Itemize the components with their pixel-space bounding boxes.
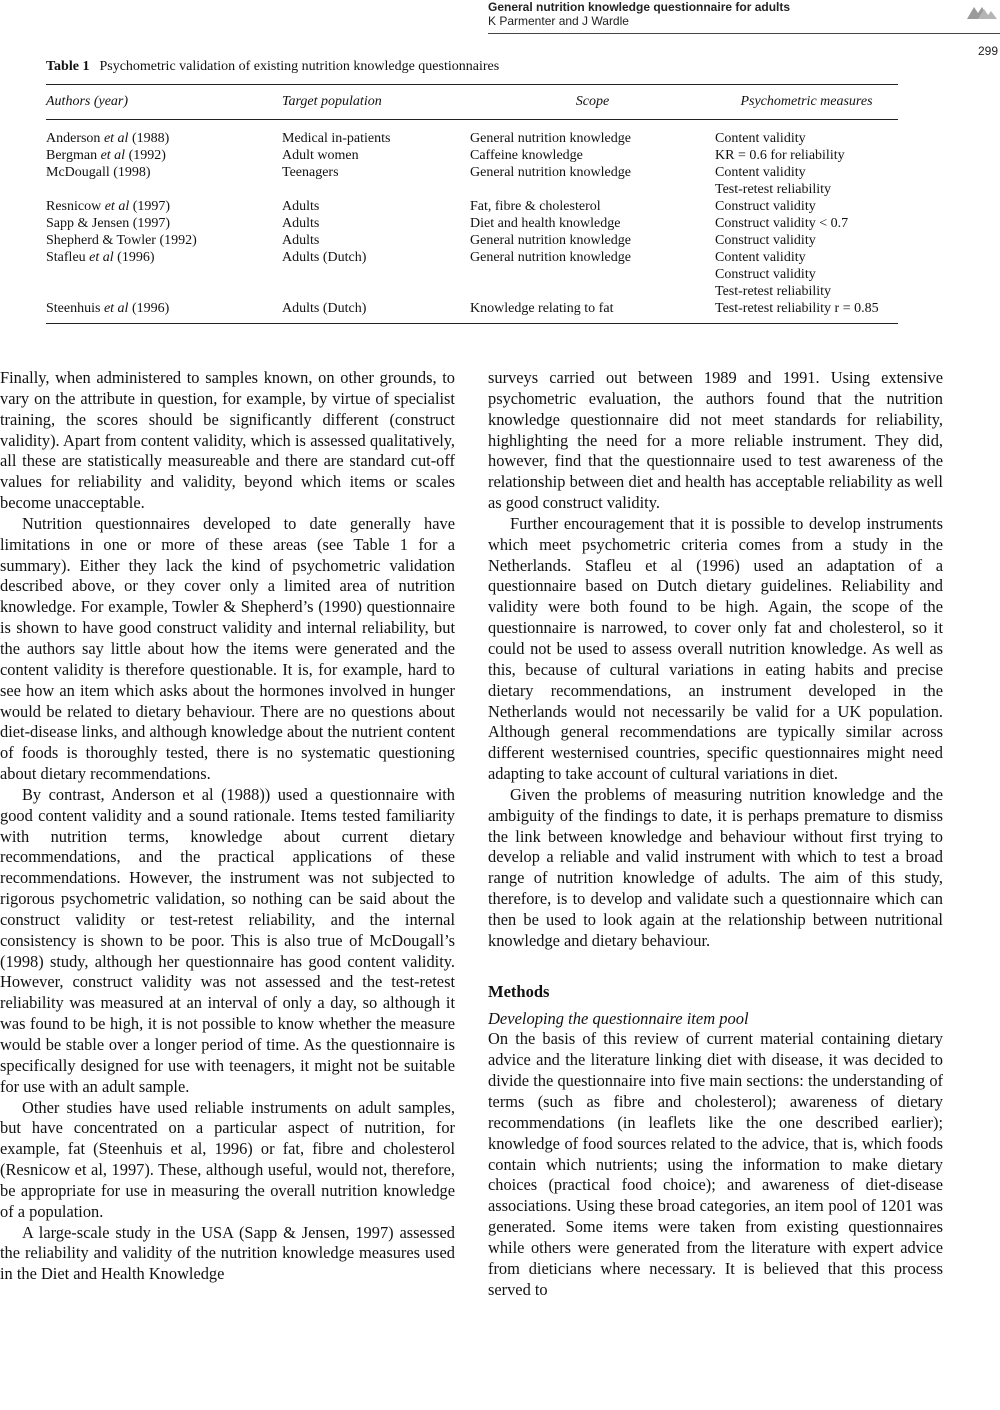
measure-item: Test-retest reliability r = 0.85 bbox=[715, 301, 879, 316]
cell-measures bbox=[715, 249, 898, 300]
cell-population: Medical in-patients bbox=[282, 131, 391, 146]
cell-measures bbox=[715, 215, 898, 232]
table-row bbox=[46, 300, 898, 324]
running-head-title: General nutrition knowledge questionnaire for adults bbox=[488, 0, 791, 14]
cell-scope: Caffeine knowledge bbox=[470, 148, 583, 163]
measure-item: Content validity bbox=[715, 250, 806, 265]
column-header: Psychometric measures bbox=[715, 85, 898, 120]
cell-measures bbox=[715, 300, 898, 324]
cell-scope: Fat, fibre & cholesterol bbox=[470, 199, 601, 214]
cell-measures bbox=[715, 198, 898, 215]
cell-measures bbox=[715, 120, 898, 148]
paragraph: A large-scale study in the USA (Sapp & Jensen, 1997) assessed the reliability and validity of the nutrition knowledge measures used in the Diet and Health Knowledge bbox=[0, 1222, 455, 1284]
measure-item: Construct validity < 0.7 bbox=[715, 216, 849, 231]
cell-population: Adults (Dutch) bbox=[282, 300, 470, 324]
measure-item: Construct validity bbox=[715, 267, 816, 282]
table-1 bbox=[46, 58, 898, 324]
cell-author: Bergman et al (1992) bbox=[46, 148, 166, 163]
validation-table bbox=[46, 84, 898, 324]
cell-scope: Knowledge relating to fat bbox=[470, 300, 715, 324]
column-header: Authors (year) bbox=[46, 85, 282, 120]
table-row bbox=[46, 232, 898, 249]
table-header-row bbox=[46, 85, 898, 120]
cell-measures bbox=[715, 164, 898, 198]
measure-item: Construct validity bbox=[715, 199, 816, 214]
section-heading: Methods bbox=[488, 981, 550, 1001]
paragraph: Given the problems of measuring nutrition knowledge and the ambiguity of the findings to date, it is perhaps premature to dismiss the link between knowledge and behaviour without first trying to develop a reliable and valid instrument with which to test a broad range of nutrition knowledge of adults. The aim of this study, therefore, is to develop and validate such a questionnaire which can then be used to look again at the relationship between nutritional knowledge and dietary behaviour. bbox=[488, 784, 943, 950]
measure-item: Content validity bbox=[715, 165, 806, 180]
cell-population: Adults bbox=[282, 233, 320, 248]
page-number: 299 bbox=[977, 44, 998, 58]
column-header: Target population bbox=[282, 85, 470, 120]
table-caption bbox=[46, 58, 898, 76]
cell-population: Adults bbox=[282, 216, 320, 231]
table-row bbox=[46, 147, 898, 164]
cell-measures bbox=[715, 232, 898, 249]
cell-author: McDougall (1998) bbox=[46, 165, 151, 180]
cell-author: Sapp & Jensen (1997) bbox=[46, 216, 171, 231]
running-head-authors: K Parmenter and J Wardle bbox=[488, 14, 629, 28]
paragraph: Other studies have used reliable instruments on adult samples, but have concentrated on a particular aspect of nutrition, for example, fat (Steenhuis et al, 1996) or fat, fibre and cholesterol (Resnicow et al, 1997). These, although useful, would not, therefore, be appropriate for use in measuring the overall nutrition knowledge of a population. bbox=[0, 1097, 455, 1221]
table-row bbox=[46, 215, 898, 232]
cell-author: Resnicow et al (1997) bbox=[46, 199, 171, 214]
right-column bbox=[488, 368, 943, 1300]
measure-item: Construct validity bbox=[715, 233, 816, 248]
cell-population: Adults (Dutch) bbox=[282, 250, 367, 265]
table-row bbox=[46, 249, 898, 300]
paragraph: On the basis of this review of current material containing dietary advice and the literature linking diet with disease, it was decided to divide the questionnaire into five main sections: the understanding of terms (such as fibre and cholesterol); awareness of dietary recommendations (in leaflets like the one described earlier); knowledge of food sources related to the advice, that is, which foods contain which nutrients; using the information to make dietary choices (practical food choice); and awareness of diet-disease associations. Using these broad categories, an item pool of 1201 was generated. Some items were taken from existing questionnaires while others were generated from the literature with expert advice from dieticians where necessary. It is believed that this process served to bbox=[488, 1029, 943, 1299]
cell-scope: General nutrition knowledge bbox=[470, 131, 631, 146]
measure-item: KR = 0.6 for reliability bbox=[715, 148, 845, 163]
cell-author: Shepherd & Towler (1992) bbox=[46, 233, 197, 248]
paragraph: surveys carried out between 1989 and 1991. Using extensive psychometric evaluation, the authors found that the nutrition knowledge questionnaire did not meet standards for reliability, highlighting the need for a more reliable instrument. They did, however, find that the questionnaire used to test awareness of the relationship between diet and health has acceptable reliability as well as good construct validity. bbox=[488, 368, 943, 513]
paragraph: Nutrition questionnaires developed to date generally have limitations in one or more of these areas (see Table 1 for a summary). Either they lack the kind of psychometric validation described above, or they cover only a limited area of nutrition knowledge. For example, Towler & Shepherd’s (1990) questionnaire is shown to have good construct validity and internal reliability, but the authors say little about how the items were generated and the content validity is therefore questionable. It is, for example, hard to see how an item which asks about the hormones involved in hunger would be related to dietary behaviour. There are no questions about diet-disease links, and although knowledge about the nutrient content of foods is thoroughly tested, there is no systematic questioning about dietary recommendations. bbox=[0, 513, 455, 784]
table-row bbox=[46, 164, 898, 198]
publisher-logo-icon bbox=[966, 2, 998, 22]
left-column bbox=[0, 368, 455, 1285]
cell-scope: General nutrition knowledge bbox=[470, 250, 631, 265]
measure-item: Test-retest reliability bbox=[715, 284, 832, 299]
table-row bbox=[46, 120, 898, 148]
paragraph: By contrast, Anderson et al (1988)) used a questionnaire with good content validity and a sound rationale. Items tested familiarity with nutrition terms, knowledge about current dietary recommendations, and the practical applications of these recommendations. However, the instrument was not subjected to rigorous psychometric validation, so nothing can be said about the construct validity or test-retest reliability, and the internal consistency is shown to be poor. This is also true of McDougall’s (1998) study, although her questionnaire has good content validity. However, construct validity was not assessed and the test-retest reliability was measured at an interval of only a day, so although it was found to be high, it is not possible to know whether the measure would be stable over a longer period of time. As the questionnaire is specifically designed for use with teenagers, it might not be suitable for use with an adult sample. bbox=[0, 784, 455, 1096]
cell-scope: General nutrition knowledge bbox=[470, 165, 631, 180]
table-row bbox=[46, 198, 898, 215]
column-header: Scope bbox=[470, 85, 715, 120]
cell-population: Adults bbox=[282, 199, 320, 214]
paragraph: Further encouragement that it is possible to develop instruments which meet psychometric criteria comes from a study in the Netherlands. Stafleu et al (1996) used an adaptation of a questionnaire based on Dutch dietary guidelines. Reliability and validity were both found to be high. Again, the scope of the questionnaire is narrowed, to cover only fat and cholesterol, so it could not be used to assess overall nutrition knowledge. As well as this, because of cultural variations in eating habits and precise dietary recommendations, an instrument developed in the Netherlands would not necessarily be valid for a UK population. Although general recommendations are typically similar across different westernised countries, specific questionnaires might need adapting to take account of cultural variations in diet. bbox=[488, 513, 943, 784]
header-rule bbox=[488, 33, 1000, 34]
cell-measures bbox=[715, 147, 898, 164]
cell-population: Teenagers bbox=[282, 165, 339, 180]
table-caption-text: Psychometric validation of existing nutrition knowledge questionnaires bbox=[99, 59, 500, 74]
measure-item: Test-retest reliability bbox=[715, 182, 832, 197]
cell-scope: Diet and health knowledge bbox=[470, 216, 621, 231]
cell-scope: General nutrition knowledge bbox=[470, 233, 631, 248]
cell-author: Steenhuis et al (1996) bbox=[46, 300, 282, 324]
subsection-heading: Developing the questionnaire item pool bbox=[488, 1008, 749, 1028]
paragraph: Finally, when administered to samples known, on other grounds, to vary on the attribute in question, for example, by virtue of specialist training, the scores should be significantly different (construct validity). Apart from content validity, which is assessed qualitatively, all these are statistically measureable and there are standard cut-off values for reliability and validity, beyond which items or scales become unacceptable. bbox=[0, 368, 455, 513]
running-head bbox=[488, 0, 993, 28]
measure-item: Content validity bbox=[715, 131, 806, 146]
table-label: Table 1 bbox=[46, 59, 90, 74]
cell-author: Anderson et al (1988) bbox=[46, 131, 170, 146]
cell-population: Adult women bbox=[282, 148, 359, 163]
cell-author: Stafleu et al (1996) bbox=[46, 250, 155, 265]
